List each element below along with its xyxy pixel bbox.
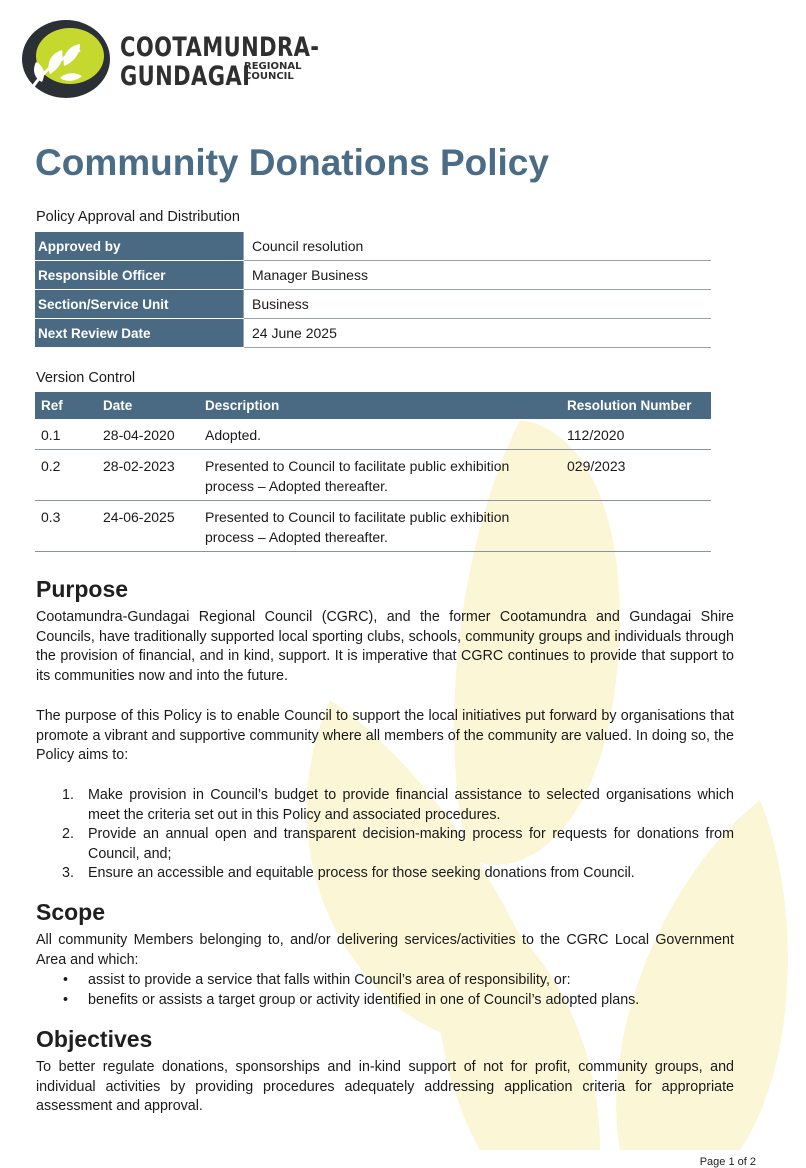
table-row [35, 419, 711, 450]
list-text: Ensure an accessible and equitable process for those seeking donations from Council. [88, 865, 635, 882]
version-date: 24-06-2025 [97, 501, 199, 552]
objectives-heading: Objectives [36, 1026, 153, 1052]
version-caption: Version Control [36, 370, 136, 386]
list-item [36, 786, 734, 825]
list-item [36, 991, 734, 1011]
logo-emblem [20, 18, 112, 100]
list-item [36, 864, 734, 884]
approval-label: Section/Service Unit [35, 290, 244, 319]
approval-value: Council resolution [244, 232, 712, 261]
logo-sub-1: REGIONAL [244, 61, 302, 72]
list-text: benefits or assists a target group or activity identified in one of Council’s adopted plans. [88, 991, 640, 1008]
list-number: 2. [62, 826, 74, 843]
logo-line-2: GUNDAGAI [120, 61, 251, 92]
table-row [35, 290, 711, 319]
page-number: Page 1 of 2 [699, 1156, 756, 1168]
objectives-paragraph: To better regulate donations, sponsorships and in-kind support of not for profit, community groups, and individual activities by providing procedures adequately addressing application criteria for appropriate assessment and approval. [36, 1059, 734, 1115]
approval-label: Approved by [35, 232, 244, 261]
version-resolution: 029/2023 [561, 450, 711, 501]
scope-intro: All community Members belonging to, and/or delivering services/activities to the CGRC Local Government Area and which: [36, 932, 734, 968]
list-text: Provide an annual open and transparent decision-making process for requests for donations from Council, and; [88, 826, 734, 862]
bullet-icon: • [63, 972, 69, 988]
bullet-icon: • [63, 991, 69, 1008]
column-header: Resolution Number [561, 392, 711, 419]
approval-value: Business [244, 290, 712, 319]
purpose-heading: Purpose [36, 576, 129, 602]
table-row [35, 501, 711, 552]
version-description: Presented to Council to facilitate public exhibition process – Adopted thereafter. [199, 450, 561, 501]
approval-value: 24 June 2025 [244, 319, 712, 348]
approval-label: Next Review Date [35, 319, 244, 348]
council-logo [20, 18, 320, 100]
approval-value: Manager Business [244, 261, 712, 290]
version-description: Adopted. [199, 419, 561, 450]
table-row [35, 450, 711, 501]
list-number: 1. [62, 787, 74, 803]
approval-table [35, 232, 711, 348]
list-text: assist to provide a service that falls within Council’s area of responsibility, or: [88, 972, 571, 988]
list-number: 3. [62, 865, 74, 882]
version-date: 28-02-2023 [97, 450, 199, 501]
column-header: Ref [35, 392, 97, 419]
scope-bullets [36, 971, 734, 1010]
version-resolution: 112/2020 [561, 419, 711, 450]
list-item [36, 971, 734, 991]
version-description: Presented to Council to facilitate public exhibition process – Adopted thereafter. [199, 501, 561, 552]
table-header-row [35, 392, 711, 419]
list-text: Make provision in Council’s budget to provide financial assistance to selected organisations which meet the criteria set out in this Policy and associated procedures. [88, 787, 734, 823]
approval-caption: Policy Approval and Distribution [36, 209, 240, 225]
page-title: Community Donations Policy [35, 142, 549, 183]
purpose-paragraph-2: The purpose of this Policy is to enable Council to support the local initiatives put forward by organisations that promote a vibrant and supportive community where all members of the community are valued. In doing so, the Policy aims to: [36, 708, 734, 764]
table-row [35, 232, 711, 261]
purpose-paragraph-1: Cootamundra-Gundagai Regional Council (CGRC), and the former Cootamundra and Gundagai Shire Councils, have traditionally supported local sporting clubs, schools, community groups and individuals through the provision of financial, and in kind, support. It is imperative that CGRC continues to provide that support to its communities now and into the future. [36, 609, 734, 684]
aims-list [36, 786, 734, 884]
version-ref: 0.1 [35, 419, 97, 450]
column-header: Description [199, 392, 561, 419]
version-table [35, 392, 711, 552]
table-row [35, 261, 711, 290]
logo-sub-2: COUNCIL [244, 71, 294, 82]
scope-heading: Scope [36, 899, 106, 925]
column-header: Date [97, 392, 199, 419]
list-item [36, 825, 734, 864]
version-resolution [561, 501, 711, 552]
approval-label: Responsible Officer [35, 261, 244, 290]
version-ref: 0.2 [35, 450, 97, 501]
table-row [35, 319, 711, 348]
version-ref: 0.3 [35, 501, 97, 552]
logo-line-1: COOTAMUNDRA- [120, 32, 320, 63]
logo-subtitle [244, 62, 301, 82]
version-date: 28-04-2020 [97, 419, 199, 450]
